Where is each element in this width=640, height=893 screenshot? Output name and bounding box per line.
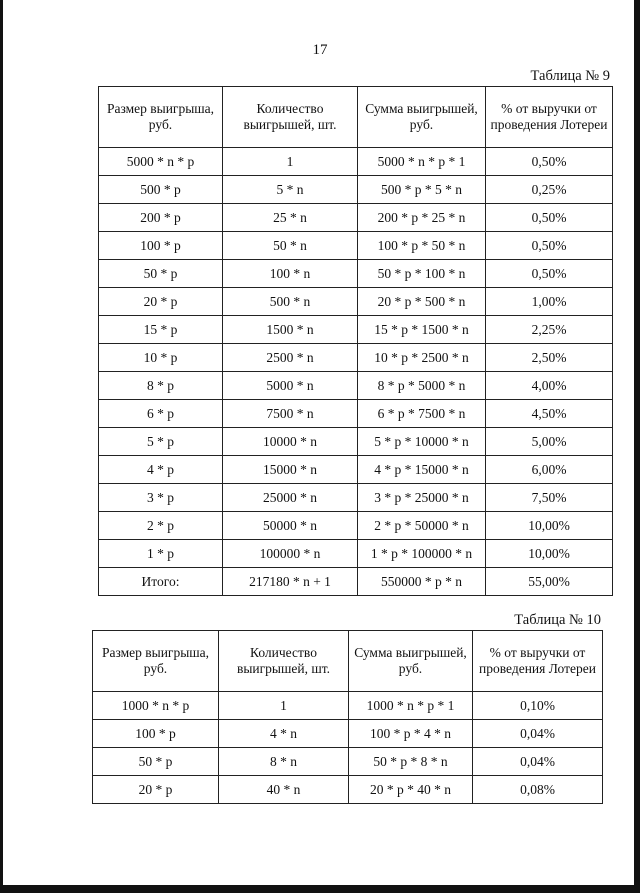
scan-border-right <box>634 0 640 893</box>
table-cell: 50 * n <box>223 232 358 260</box>
table-row <box>99 232 613 260</box>
table-cell: 25000 * n <box>223 484 358 512</box>
table-row <box>99 428 613 456</box>
table-row <box>99 568 613 596</box>
table-cell: 5,00% <box>486 428 613 456</box>
table-row <box>93 776 603 804</box>
table-cell: 4,00% <box>486 372 613 400</box>
table-cell: 6,00% <box>486 456 613 484</box>
table-cell: 1500 * n <box>223 316 358 344</box>
table-header-row <box>99 87 613 148</box>
table-cell: 500 * p * 5 * n <box>358 176 486 204</box>
table-cell: 4 * p * 15000 * n <box>358 456 486 484</box>
table-cell: 100 * n <box>223 260 358 288</box>
table-cell: 8 * p <box>99 372 223 400</box>
page-number: 17 <box>312 42 328 58</box>
table-cell: 7500 * n <box>223 400 358 428</box>
table-10-caption: Таблица № 10 <box>514 612 601 628</box>
table-row <box>93 692 603 720</box>
table-cell: 4,50% <box>486 400 613 428</box>
table-cell: 6 * p * 7500 * n <box>358 400 486 428</box>
table-row <box>99 456 613 484</box>
table-row <box>99 204 613 232</box>
scan-border-bottom <box>0 885 640 893</box>
table-cell: 15 * p * 1500 * n <box>358 316 486 344</box>
table-9-caption: Таблица № 9 <box>530 68 610 84</box>
table-cell: 20 * p * 500 * n <box>358 288 486 316</box>
table-cell: 0,50% <box>486 148 613 176</box>
table-cell: 100 * p <box>93 720 219 748</box>
table-cell: 0,25% <box>486 176 613 204</box>
table-cell: 7,50% <box>486 484 613 512</box>
table-row <box>99 372 613 400</box>
table-cell: 5 * p <box>99 428 223 456</box>
table-cell: 5000 * n * p <box>99 148 223 176</box>
table-row <box>99 260 613 288</box>
table-cell: 1 * p <box>99 540 223 568</box>
table-cell: 10 * p * 2500 * n <box>358 344 486 372</box>
column-header: Размер выигрыша, руб. <box>99 87 223 148</box>
table-row <box>99 176 613 204</box>
table-cell: 0,04% <box>473 748 603 776</box>
table-cell: 1 <box>223 148 358 176</box>
table-cell: 50 * p * 8 * n <box>349 748 473 776</box>
column-header: % от выручки от проведения Лотереи <box>486 87 613 148</box>
table-cell: 50 * p <box>93 748 219 776</box>
column-header: Сумма выигрышей, руб. <box>349 631 473 692</box>
table-cell: 100 * p * 50 * n <box>358 232 486 260</box>
table-cell: 15 * p <box>99 316 223 344</box>
table-row <box>99 512 613 540</box>
table-cell: 10000 * n <box>223 428 358 456</box>
table-cell: 2 * p * 50000 * n <box>358 512 486 540</box>
table-cell: 50 * p * 100 * n <box>358 260 486 288</box>
table-cell: 100000 * n <box>223 540 358 568</box>
table-cell: 1 <box>219 692 349 720</box>
table-cell: 4 * p <box>99 456 223 484</box>
table-cell: 20 * p * 40 * n <box>349 776 473 804</box>
table-row <box>99 288 613 316</box>
table-cell: 1000 * n * p <box>93 692 219 720</box>
table-cell: 0,50% <box>486 204 613 232</box>
table-row <box>93 748 603 776</box>
table-cell: 217180 * n + 1 <box>223 568 358 596</box>
table-row <box>99 148 613 176</box>
column-header: Количество выигрышей, шт. <box>223 87 358 148</box>
column-header: Сумма выигрышей, руб. <box>358 87 486 148</box>
table-cell: 20 * p <box>99 288 223 316</box>
table-cell: 100 * p <box>99 232 223 260</box>
table-cell: 1000 * n * p * 1 <box>349 692 473 720</box>
table-cell: 50000 * n <box>223 512 358 540</box>
table-cell: 25 * n <box>223 204 358 232</box>
table-cell: 3 * p * 25000 * n <box>358 484 486 512</box>
column-header: Размер выигрыша, руб. <box>93 631 219 692</box>
table-row <box>93 720 603 748</box>
table-cell: 5000 * n <box>223 372 358 400</box>
table-cell: 20 * p <box>93 776 219 804</box>
table-cell: 8 * p * 5000 * n <box>358 372 486 400</box>
table-cell: 5 * n <box>223 176 358 204</box>
table-cell: 10,00% <box>486 540 613 568</box>
table-cell: 5000 * n * p * 1 <box>358 148 486 176</box>
table-cell: 0,04% <box>473 720 603 748</box>
table-cell: 10 * p <box>99 344 223 372</box>
table-row <box>99 316 613 344</box>
table-cell: 2500 * n <box>223 344 358 372</box>
column-header: Количество выигрышей, шт. <box>219 631 349 692</box>
table-header-row <box>93 631 603 692</box>
table-row <box>99 344 613 372</box>
table-cell: 50 * p <box>99 260 223 288</box>
table-row <box>99 540 613 568</box>
table-cell: Итого: <box>99 568 223 596</box>
table-row <box>99 400 613 428</box>
table-cell: 550000 * p * n <box>358 568 486 596</box>
table-cell: 0,50% <box>486 232 613 260</box>
scan-border-left <box>0 0 3 893</box>
table-cell: 10,00% <box>486 512 613 540</box>
table-cell: 2 * p <box>99 512 223 540</box>
table-cell: 500 * n <box>223 288 358 316</box>
table-cell: 0,10% <box>473 692 603 720</box>
table-cell: 2,25% <box>486 316 613 344</box>
table-cell: 4 * n <box>219 720 349 748</box>
table-cell: 200 * p * 25 * n <box>358 204 486 232</box>
table-row <box>99 484 613 512</box>
table-cell: 15000 * n <box>223 456 358 484</box>
table-cell: 5 * p * 10000 * n <box>358 428 486 456</box>
table-cell: 40 * n <box>219 776 349 804</box>
table-cell: 55,00% <box>486 568 613 596</box>
table-cell: 0,50% <box>486 260 613 288</box>
table-10 <box>92 630 603 804</box>
table-cell: 6 * p <box>99 400 223 428</box>
table-cell: 3 * p <box>99 484 223 512</box>
table-cell: 0,08% <box>473 776 603 804</box>
table-9 <box>98 86 613 596</box>
table-cell: 200 * p <box>99 204 223 232</box>
table-cell: 2,50% <box>486 344 613 372</box>
table-cell: 500 * p <box>99 176 223 204</box>
table-cell: 8 * n <box>219 748 349 776</box>
table-cell: 1,00% <box>486 288 613 316</box>
column-header: % от выручки от проведения Лотереи <box>473 631 603 692</box>
table-cell: 1 * p * 100000 * n <box>358 540 486 568</box>
table-cell: 100 * p * 4 * n <box>349 720 473 748</box>
